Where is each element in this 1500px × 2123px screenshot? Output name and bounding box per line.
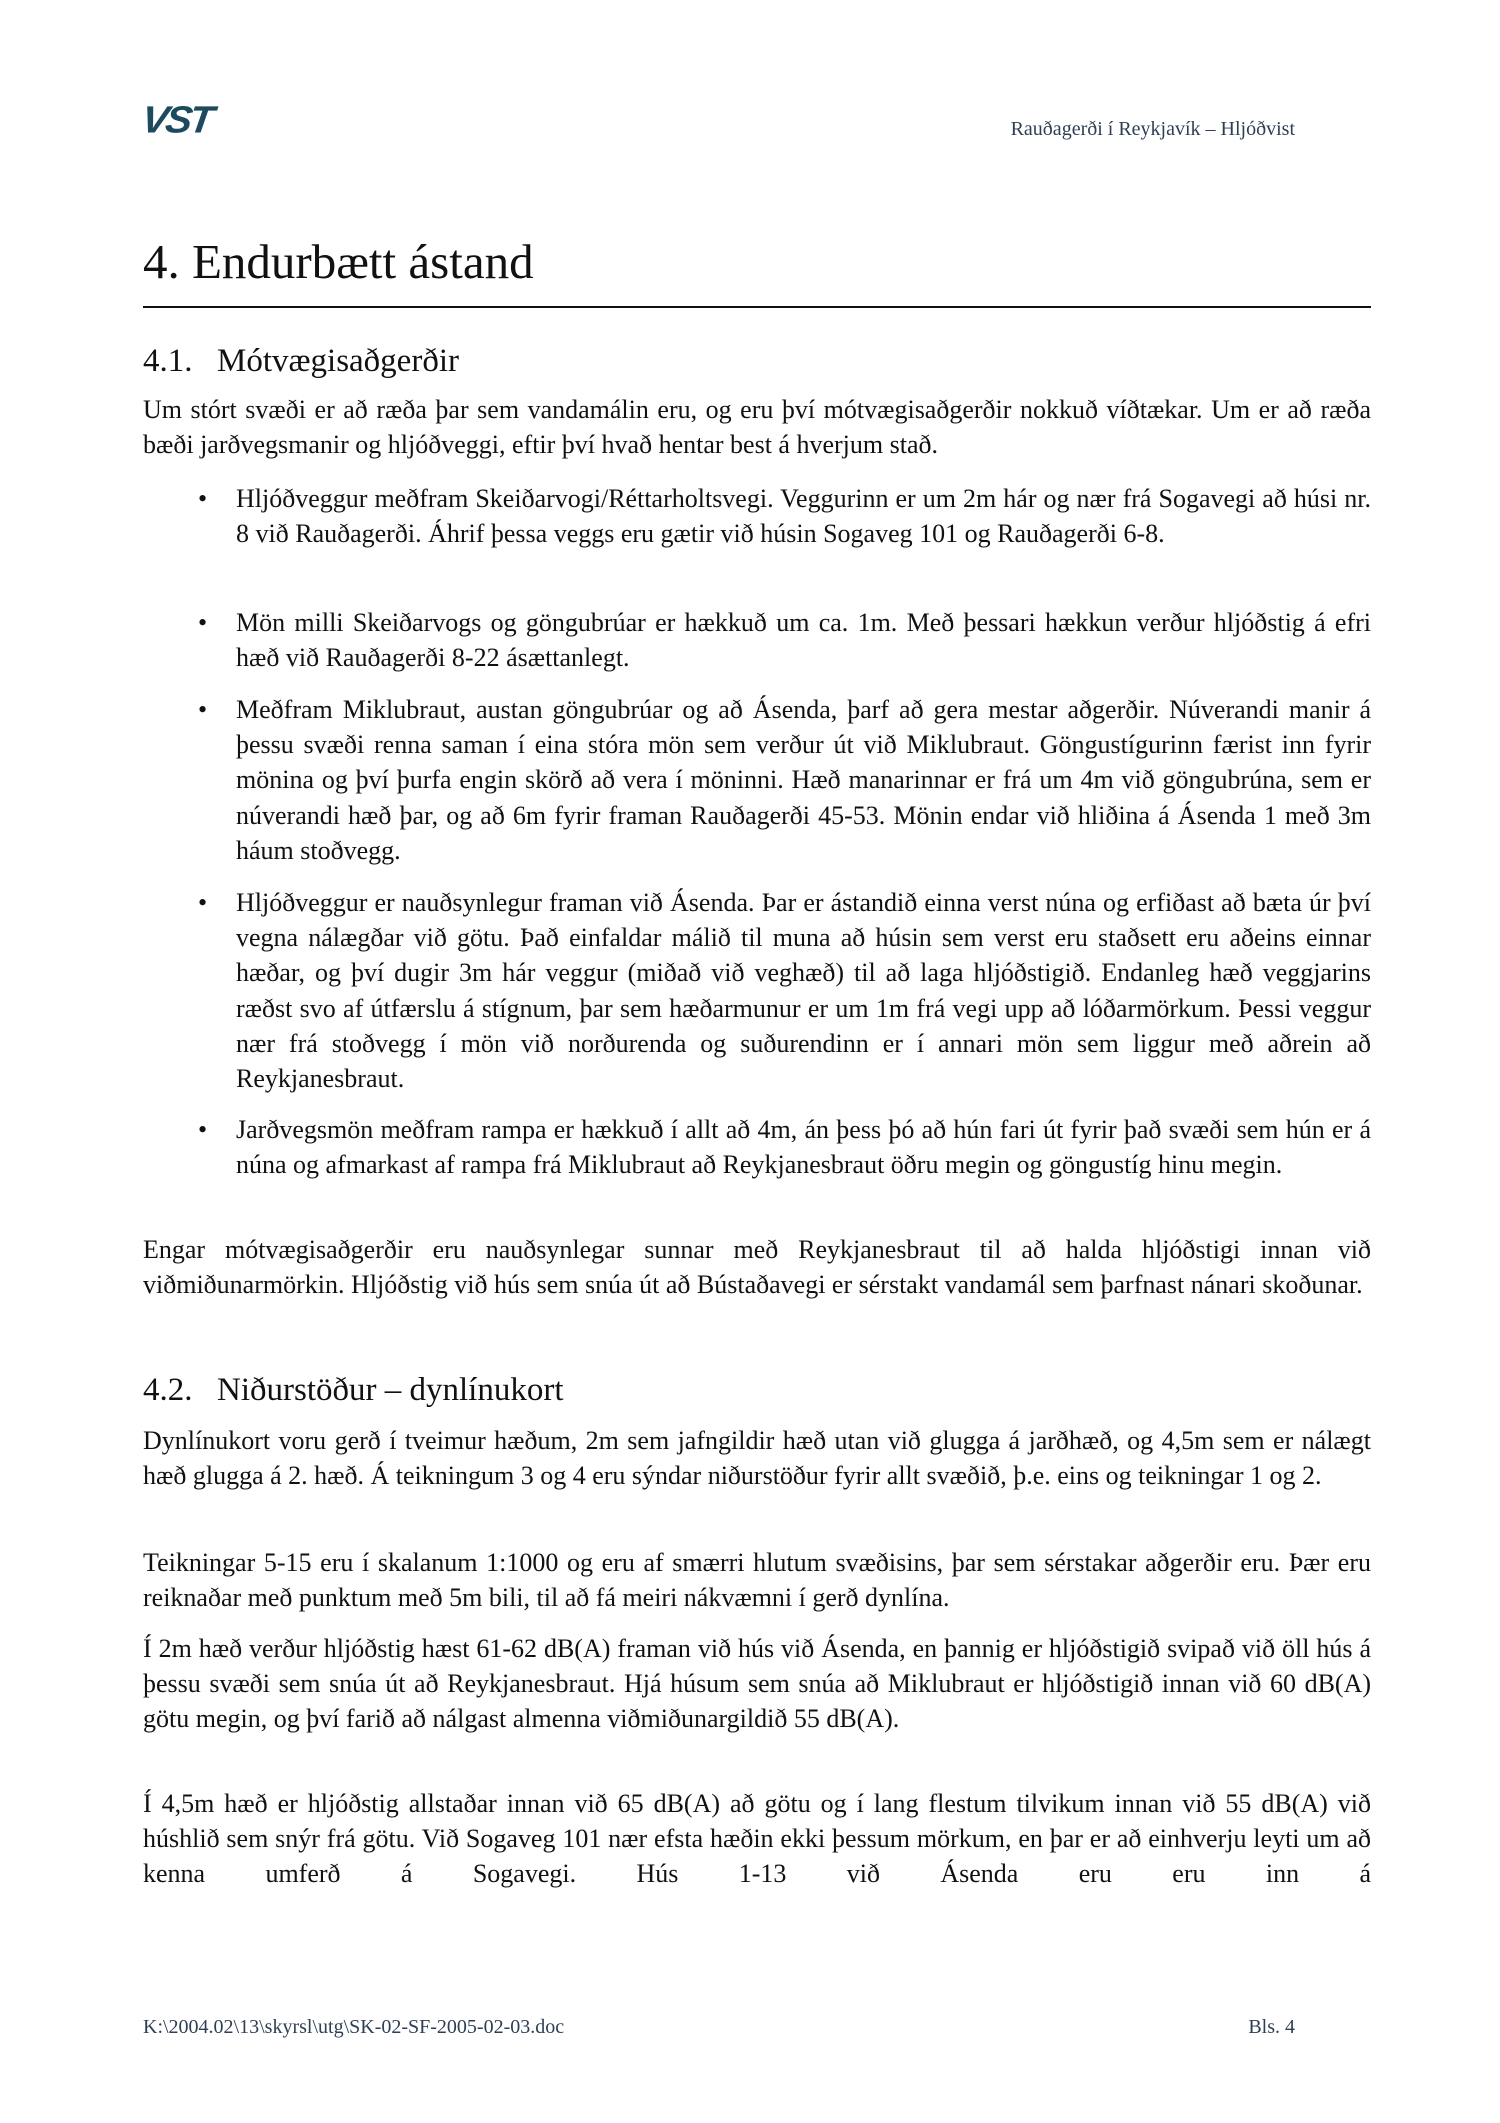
bullet-icon: • [198,484,208,513]
list-item-text: Mön milli Skeiðarvogs og göngubrúar er hækkuð um ca. 1m. Með þessari hækkun verður hljóðstig á efri hæð við Rauðagerði 8-22 ásættanlegt. [236,608,1371,673]
chapter-title: 4. Endurbætt ástand [143,234,534,289]
list-item-text: Meðfram Miklubraut, austan göngubrúar og að Ásenda, þarf að gera mestar aðgerðir. Núverandi manir á þessu svæði renna saman í eina stóra mön sem verður út við Miklubraut. Göngustígurinn færist inn fyrir mönina og því þurfa engin skörð að vera í möninni. Hæð manarinnar er frá um 4m við göngubrúna, sem er núverandi hæð þar, og að 6m fyrir framan Rauðagerði 45-53. Mönin endar við hliðina á Ásenda 1 með 3m háum stoðvegg. [236,695,1371,865]
section-heading-4-2 [143,1369,563,1411]
section-title: Mótvægisaðgerðir [217,343,459,379]
list-item [198,1112,1371,1182]
list-item [198,692,1371,868]
list-item-text: Hljóðveggur meðfram Skeiðarvogi/Réttarholtsvegi. Veggurinn er um 2m hár og nær frá Sogavegi að húsi nr. 8 við Rauðagerði. Áhrif þessa veggs eru gætir við húsin Sogaveg 101 og Rauðagerði 6-8. [236,484,1371,549]
section-title: Niðurstöður – dynlínukort [217,1372,564,1408]
body-paragraph: Í 4,5m hæð er hljóðstig allstaðar innan við 65 dB(A) að götu og í lang flestum tilvikum innan við 55 dB(A) við húshlið sem snýr frá götu. Við Sogaveg 101 nær efsta hæðin ekki þessum mörkum, en þar er að einhverju leyti um að kenna umferð á Sogavegi. Hús 1-13 við Ásenda eru eru inn á [143,1789,1371,1889]
section-number: 4.2. [143,1372,193,1408]
section-heading-4-1 [143,340,459,382]
list-item [198,481,1371,551]
bullet-icon: • [198,608,208,637]
company-logo: VST [139,99,214,141]
footer-file-path: K:\2004.02\13\skyrsl\utg\SK-02-SF-2005-02-03.doc [143,2016,565,2038]
closing-paragraph: Engar mótvægisaðgerðir eru nauðsynlegar sunnar með Reykjanesbraut til að halda hljóðstigi innan við viðmiðunarmörkin. Hljóðstig við hús sem snúa út að Bústaðavegi er sérstakt vandamál sem þarfnast nánari skoðunar. [143,1235,1371,1300]
title-divider [143,306,1371,308]
bullet-icon: • [198,1115,208,1144]
bullet-icon: • [198,695,208,724]
body-paragraph: Í 2m hæð verður hljóðstig hæst 61-62 dB(A) framan við hús við Ásenda, en þannig er hljóðstigið svipað við öll hús á þessu svæði sem snúa út að Reykjanesbraut. Hjá húsum sem snúa að Miklubraut er hljóðstigið innan við 60 dB(A) götu megin, og því farið að nálgast almenna viðmiðunargildið 55 dB(A). [143,1634,1371,1734]
list-item [198,605,1371,675]
footer-page-number: Bls. 4 [1248,2016,1295,2038]
intro-paragraph: Um stórt svæði er að ræða þar sem vandamálin eru, og eru því mótvægisaðgerðir nokkuð víðtækar. Um er að ræða bæði jarðvegsmanir og hljóðveggi, eftir því hvað hentar best á hverjum stað. [143,395,1371,460]
bullet-icon: • [198,888,208,917]
list-item-text: Jarðvegsmön meðfram rampa er hækkuð í allt að 4m, án þess þó að hún fari út fyrir það svæði sem hún er á núna og afmarkast af rampa frá Miklubraut að Reykjanesbraut öðru megin og göngustíg hinu megin. [236,1115,1371,1180]
body-paragraph: Teikningar 5-15 eru í skalanum 1:1000 og eru af smærri hlutum svæðisins, þar sem sérstakar aðgerðir eru. Þær eru reiknaðar með punktum með 5m bili, til að fá meiri nákvæmni í gerð dynlína. [143,1548,1371,1613]
list-item-text: Hljóðveggur er nauðsynlegur framan við Ásenda. Þar er ástandið einna verst núna og erfiðast að bæta úr því vegna nálægðar við götu. Það einfaldar málið til muna að húsin sem verst eru staðsett eru aðeins einnar hæðar, og því dugir 3m hár veggur (miðað við veghæð) til að laga hljóðstigið. Endanleg hæð veggjarins ræðst svo af útfærslu á stígnum, þar sem hæðarmunur er um 1m frá vegi upp að lóðarmörkum. Þessi veggur nær frá stoðvegg í mön við norðurenda og suðurendinn er í annari mön sem liggur með aðrein að Reykjanesbraut. [236,888,1371,1094]
body-paragraph: Dynlínukort voru gerð í tveimur hæðum, 2m sem jafngildir hæð utan við glugga á jarðhæð, og 4,5m sem er nálægt hæð glugga á 2. hæð. Á teikningum 3 og 4 eru sýndar niðurstöður fyrir allt svæðið, þ.e. eins og teikningar 1 og 2. [143,1426,1371,1491]
running-header-title: Rauðagerði í Reykjavík – Hljóðvist [1010,118,1295,140]
list-item [198,885,1371,1096]
section-number: 4.1. [143,343,193,379]
